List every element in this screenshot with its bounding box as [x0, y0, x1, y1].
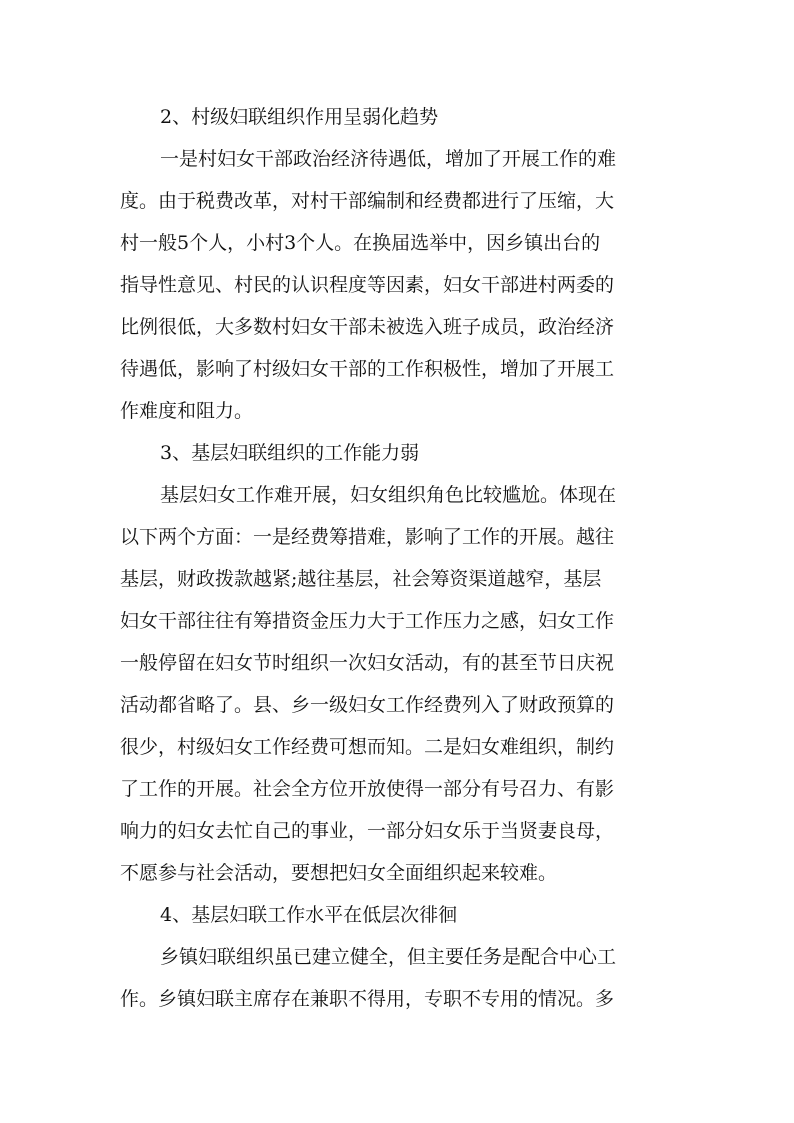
paragraph-line: 待遇低，影响了村级妇女干部的工作积极性，增加了开展工 — [120, 358, 615, 380]
heading-work-level: 4、基层妇联工作水平在低层次徘徊 — [160, 904, 458, 926]
heading-village-women-federation: 2、村级妇联组织作用呈弱化趋势 — [160, 106, 439, 128]
paragraph-line: 一般停留在妇女节时组织一次妇女活动，有的甚至节日庆祝 — [120, 652, 615, 674]
paragraph-line: 基层，财政拨款越紧;越往基层，社会筹资渠道越窄，基层 — [120, 568, 602, 590]
paragraph-line: 比例很低，大多数村妇女干部未被选入班子成员，政治经济 — [120, 316, 615, 338]
paragraph-line: 了工作的开展。社会全方位开放使得一部分有号召力、有影 — [120, 778, 615, 800]
paragraph-line: 活动都省略了。县、乡一级妇女工作经费列入了财政预算的 — [120, 694, 615, 716]
document-page — [120, 0, 677, 1123]
paragraph-line: 作难度和阻力。 — [120, 400, 254, 422]
paragraph-line: 妇女干部往往有筹措资金压力大于工作压力之感，妇女工作 — [120, 610, 615, 632]
paragraph-line: 村一般5个人，小村3个人。在换届选举中，因乡镇出台的 — [120, 232, 601, 254]
paragraph-line: 指导性意见、村民的认识程度等因素，妇女干部进村两委的 — [120, 274, 615, 296]
heading-grassroots-capacity: 3、基层妇联组织的工作能力弱 — [160, 442, 420, 464]
paragraph-line: 作。乡镇妇联主席存在兼职不得用，专职不专用的情况。多 — [120, 988, 615, 1010]
paragraph-line: 一是村妇女干部政治经济待遇低，增加了开展工作的难 — [160, 148, 617, 170]
paragraph-line: 很少，村级妇女工作经费可想而知。二是妇女难组织，制约 — [120, 736, 615, 758]
paragraph-line: 不愿参与社会活动，要想把妇女全面组织起来较难。 — [120, 862, 558, 884]
paragraph-line: 乡镇妇联组织虽已建立健全，但主要任务是配合中心工 — [160, 946, 617, 968]
paragraph-line: 度。由于税费改革，对村干部编制和经费都进行了压缩，大 — [120, 190, 615, 212]
paragraph-line: 基层妇女工作难开展，妇女组织角色比较尴尬。体现在 — [160, 484, 617, 506]
paragraph-line: 响力的妇女去忙自己的事业，一部分妇女乐于当贤妻良母， — [120, 820, 615, 842]
paragraph-line: 以下两个方面：一是经费筹措难，影响了工作的开展。越往 — [120, 526, 615, 548]
